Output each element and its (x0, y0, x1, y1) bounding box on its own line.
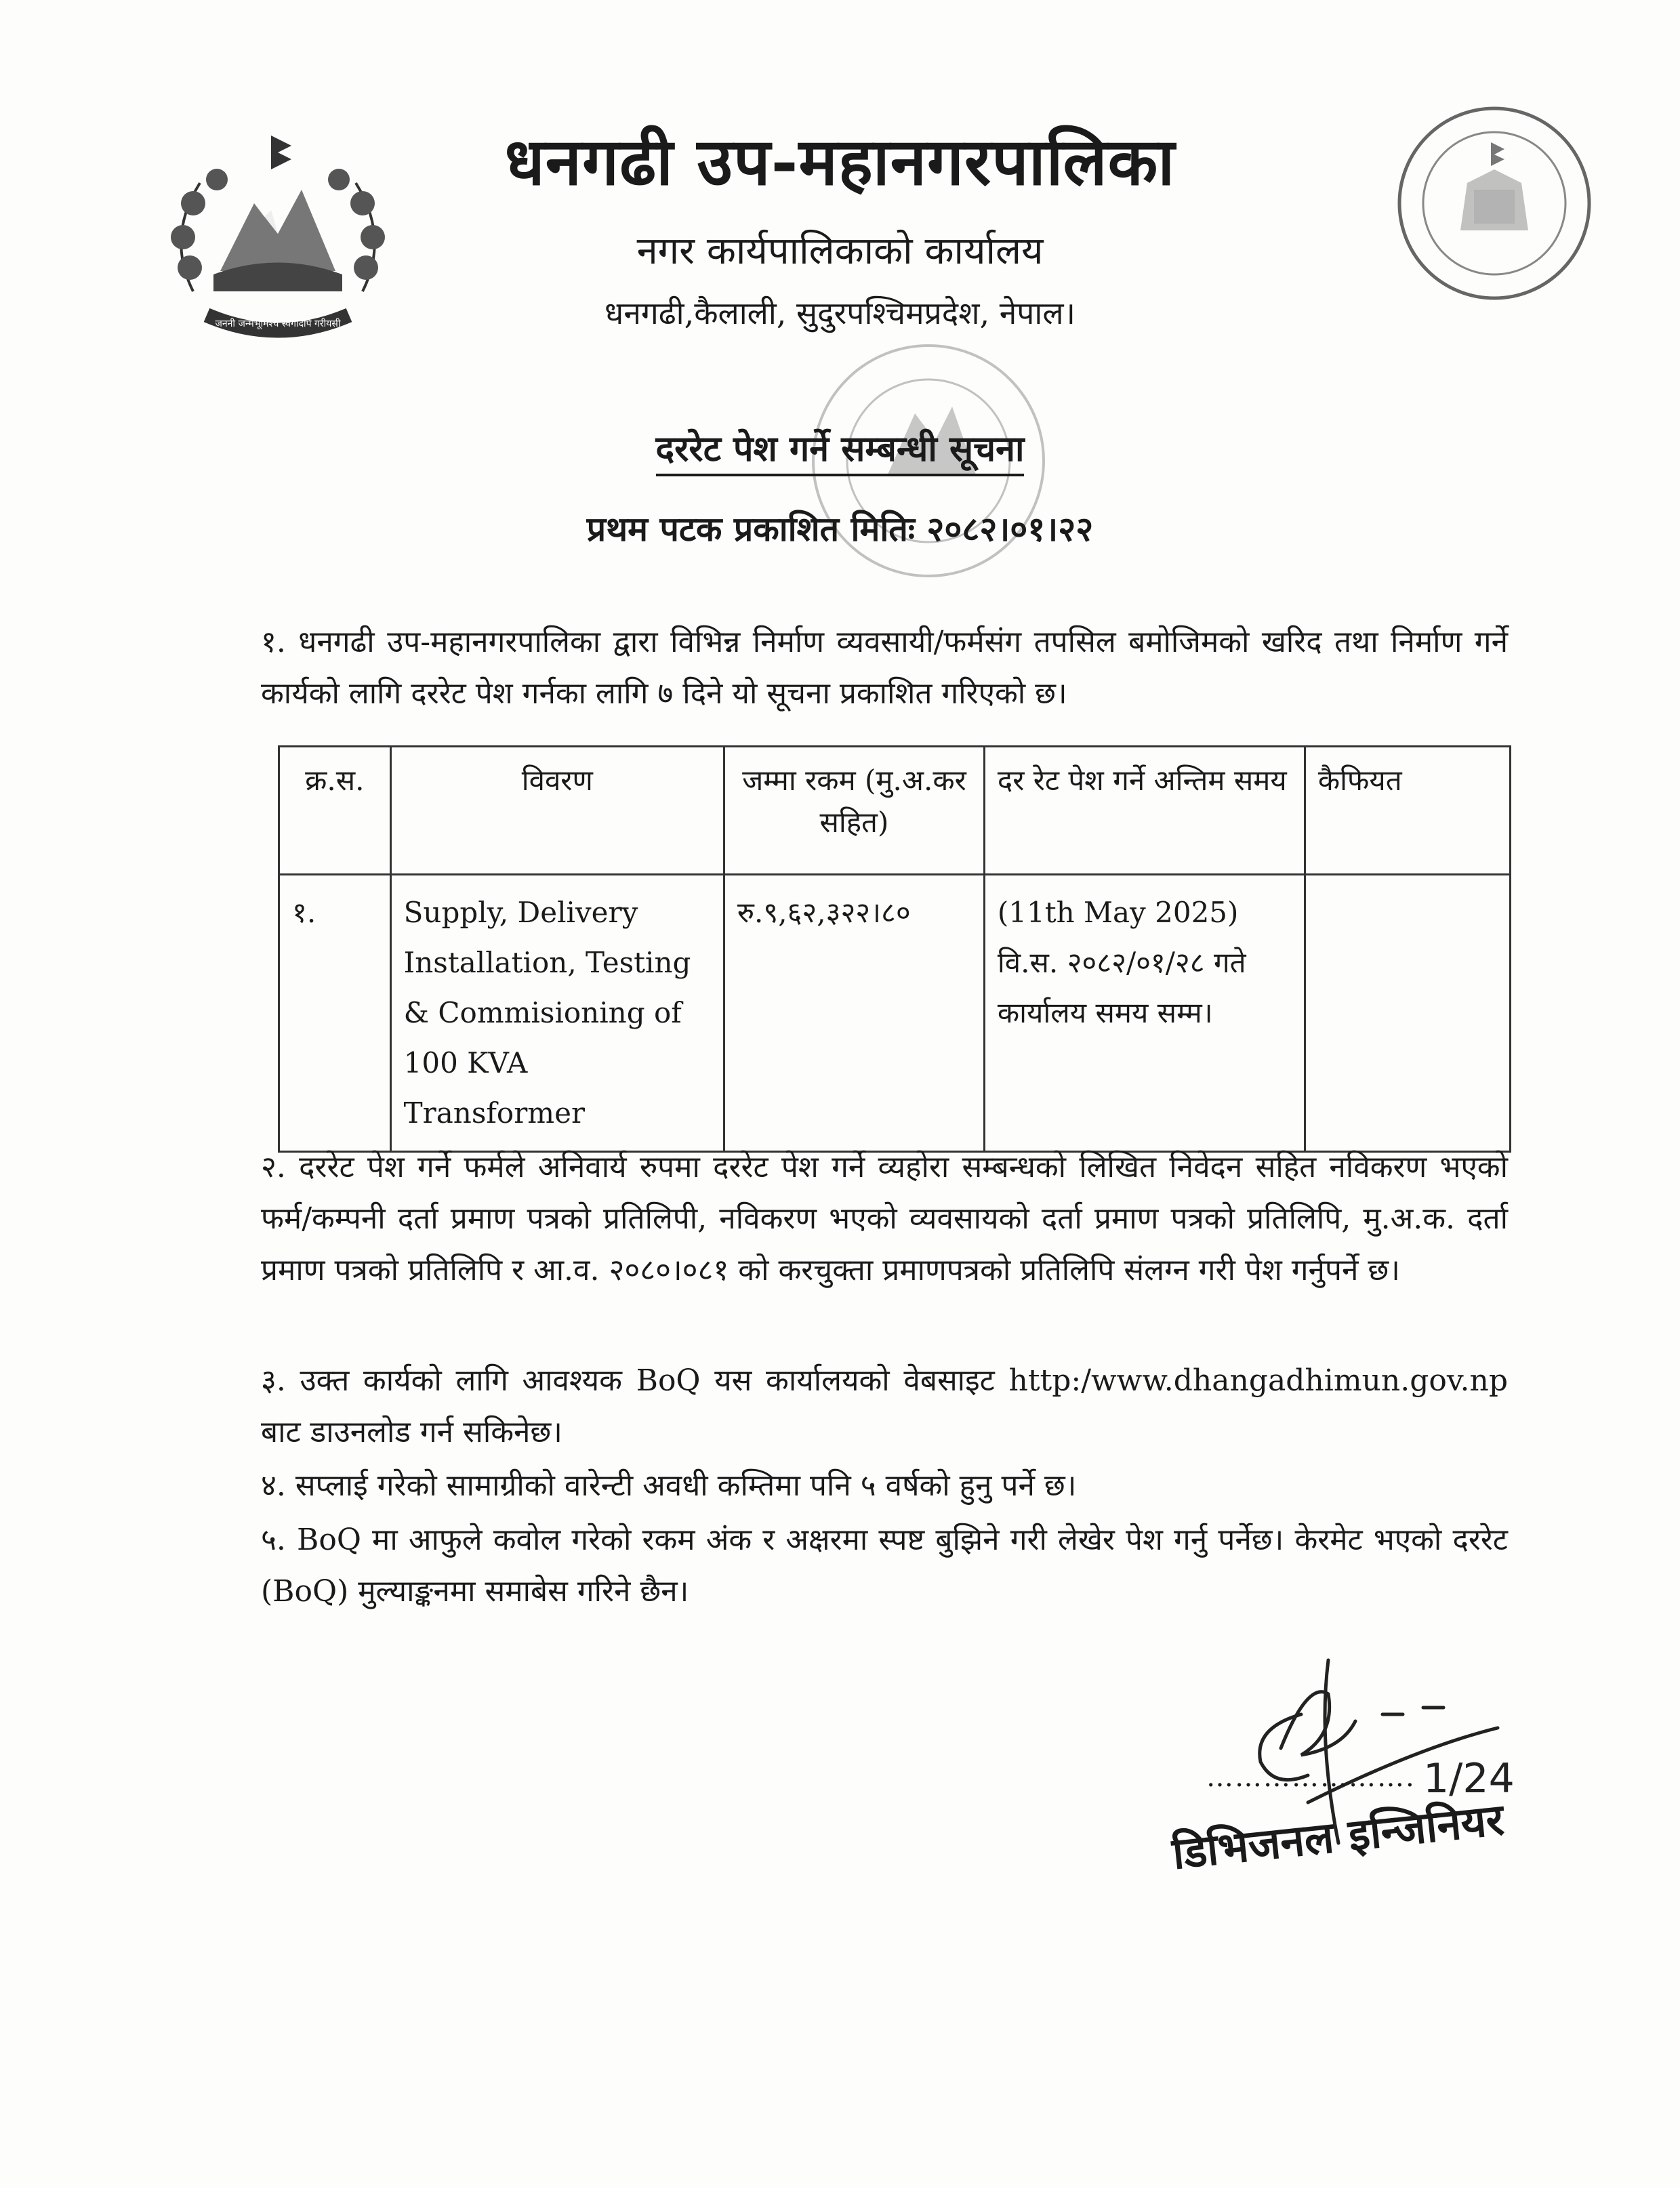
office-name: नगर कार्यपालिकाको कार्यालय (636, 229, 1044, 273)
header-amount: जम्मा रकम (मु.अ.कर सहित) (724, 747, 984, 875)
table-row (279, 875, 1511, 1152)
paragraph-1: १. धनगढी उप-महानगरपालिका द्वारा विभिन्न निर्माण व्यवसायी/फर्मसंग तपसिल बमोजिमको खरिद तथा निर्माण गर्ने कार्यको लागि दररेट पेश गर्नका लागि ७ दिने यो सूचना प्रकाशित गरिएको छ। (261, 625, 1508, 711)
cell-remarks (1305, 875, 1510, 1152)
cell-serial: १. (279, 875, 391, 1152)
municipality-name: धनगढी उप-महानगरपालिका (504, 123, 1176, 200)
office-address: धनगढी,कैलाली, सुदुरपश्चिमप्रदेश, नेपाल। (605, 295, 1075, 331)
paragraph-3: ३. उक्त कार्यको लागि आवश्यक BoQ यस कार्यालयको वेबसाइट http:/www.dhangadhimun.gov.np बाट डाउनलोड गर्न सकिनेछ। (261, 1363, 1508, 1449)
paragraph-5: ५. BoQ मा आफुले कवोल गरेको रकम अंक र अक्षरमा स्पष्ट बुझिने गरी लेखेर पेश गर्नु पर्नेछ। केरमेट भएको दररेट (BoQ) मुल्याङ्कनमा समाबेस गरिने छैन। (261, 1523, 1508, 1609)
table-header-row (279, 747, 1511, 875)
deadline-nepali: वि.स. २०८२/०१/२८ गते कार्यालय समय सम्म। (997, 946, 1246, 1029)
deadline-english: (11th May 2025) (997, 896, 1239, 929)
cell-deadline (984, 875, 1305, 1152)
cell-description: Supply, Delivery Installation, Testing & Commisioning of 100 KVA Transformer (390, 875, 724, 1152)
cell-amount: रु.९,६२,३२२।८० (724, 875, 984, 1152)
header-serial: क्र.स. (279, 747, 391, 875)
paragraph-4: ४. सप्लाई गरेको सामाग्रीको वारेन्टी अवधी कम्तिमा पनि ५ वर्षको हुनु पर्ने छ। (261, 1468, 1077, 1503)
paragraph-2: २. दररेट पेश गर्ने फर्मले अनिवार्य रुपमा दररेट पेश गर्ने व्यहोरा सम्बन्धको लिखित निवेदन सहित नविकरण भएको फर्म/कम्पनी दर्ता प्रमाण पत्रको प्रतिलिपी, नविकरण भएको व्यवसायको दर्ता प्रमाण पत्रको प्रतिलिपि, मु.अ.क. दर्ता प्रमाण पत्रको प्रतिलिपि र आ.व. २०८०।०८१ को करचुक्ता प्रमाणपत्रको प्रतिलिपि संलग्न गरी पेश गर्नुपर्ने छ। (261, 1150, 1508, 1287)
header-remarks: कैफियत (1305, 747, 1510, 875)
notice-title-wrap (0, 424, 1680, 472)
header-description: विवरण (390, 747, 724, 875)
publication-date: प्रथम पटक प्रकाशित मितिः २०८२।०१।२२ (586, 509, 1094, 549)
signature-dots: …………………. (1206, 1762, 1416, 1793)
signatory-title: डिभिजनल इन्जिनियर (1170, 1794, 1507, 1880)
notice-title: दररेट पेश गर्ने सम्बन्धी सूचना (656, 428, 1025, 476)
emblem-motto: जननी जन्मभूमिश्च स्वर्गादपि गरीयसी (215, 318, 341, 329)
header-deadline: दर रेट पेश गर्ने अन्तिम समय (984, 747, 1305, 875)
rate-table (278, 745, 1511, 1153)
signature-handwritten-date: 1/24 (1423, 1755, 1515, 1802)
